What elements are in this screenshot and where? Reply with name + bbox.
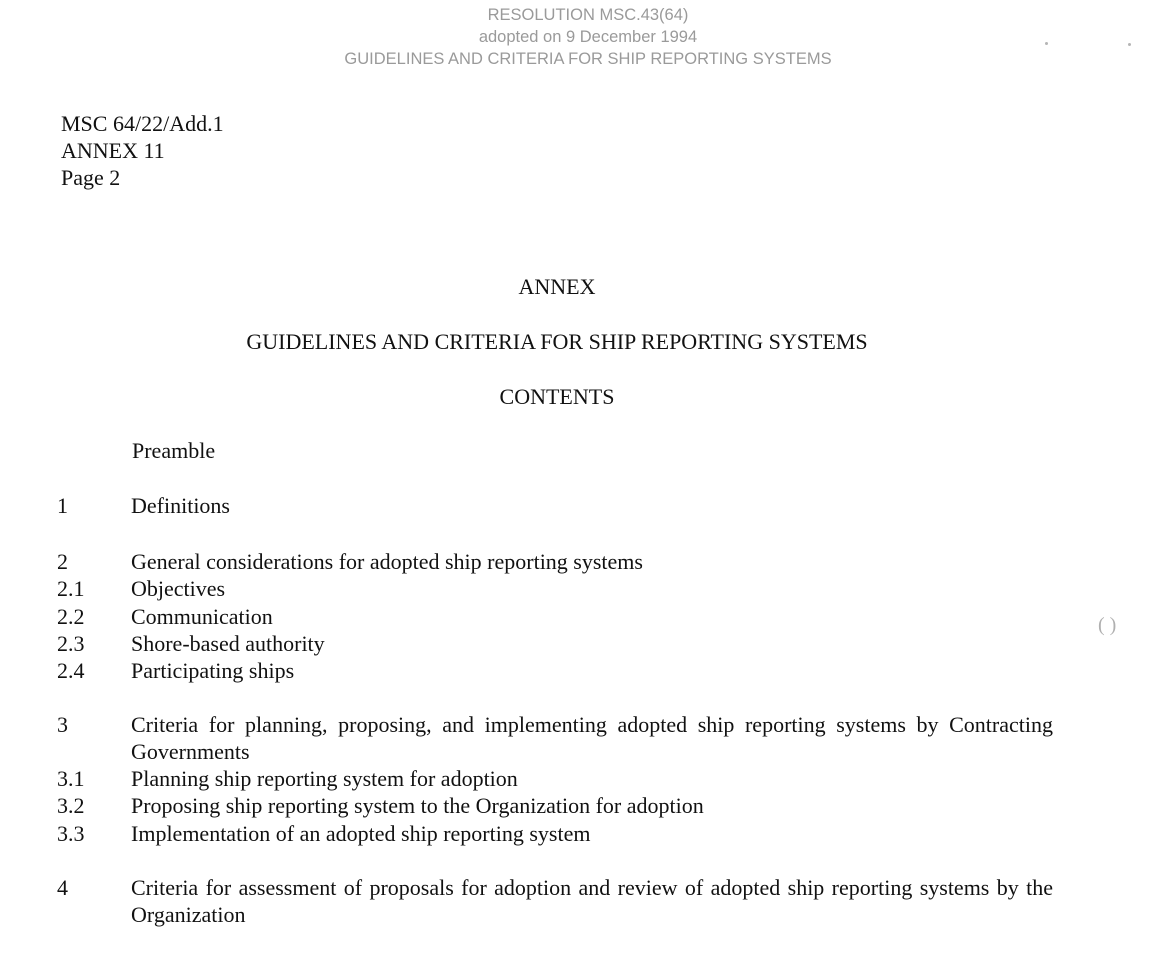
toc-item-2-1 <box>57 575 1053 602</box>
toc-item-number: 2.2 <box>57 604 85 629</box>
contents-heading: CONTENTS <box>499 384 615 409</box>
toc-item-3 <box>57 711 1053 765</box>
toc-item-2-3 <box>57 630 1053 657</box>
scan-speck <box>1128 43 1131 46</box>
annex-heading: ANNEX <box>518 274 596 299</box>
watermark-resolution-number: RESOLUTION MSC.43(64) <box>487 6 689 24</box>
toc-item-2-4 <box>57 657 1053 684</box>
scan-paren-mark: ( ) <box>1098 614 1117 636</box>
scan-speck <box>1045 42 1048 45</box>
toc-item-number: 3.3 <box>57 821 85 846</box>
toc-item-number: 2.3 <box>57 631 85 656</box>
toc-item-3-2 <box>57 792 1053 819</box>
toc-item-number: 3 <box>57 712 68 737</box>
toc-item-4 <box>57 874 1053 928</box>
toc-preamble <box>57 437 1053 464</box>
annex-number: ANNEX 11 <box>61 138 165 163</box>
toc-item-text: Preamble <box>132 438 216 463</box>
document-code: MSC 64/22/Add.1 <box>61 111 224 136</box>
toc-item-text: Planning ship reporting system for adoption <box>131 766 518 791</box>
toc-item-number: 3.2 <box>57 793 85 818</box>
toc-item-text: General considerations for adopted ship reporting systems <box>131 549 643 574</box>
toc-item-text: Shore-based authority <box>131 631 325 656</box>
toc-item-2-2 <box>57 603 1053 630</box>
toc-item-3-1 <box>57 765 1053 792</box>
watermark-adoption-date: adopted on 9 December 1994 <box>478 28 698 46</box>
document-title: GUIDELINES AND CRITERIA FOR SHIP REPORTING SYSTEMS <box>246 329 868 354</box>
toc-item-text: Proposing ship reporting system to the Organization for adoption <box>131 793 704 818</box>
toc-item-number: 4 <box>57 875 68 900</box>
page-number: Page 2 <box>61 165 121 190</box>
toc-item-number: 2.4 <box>57 658 85 683</box>
toc-item-2 <box>57 548 1053 575</box>
toc-item-3-3 <box>57 820 1053 847</box>
toc-item-text: Participating ships <box>131 658 295 683</box>
toc-item-number: 3.1 <box>57 766 85 791</box>
toc-item-number: 2 <box>57 549 68 574</box>
toc-item-text: Criteria for planning, proposing, and implementing adopted ship reporting systems by Contracting Governments <box>131 712 1053 764</box>
toc-item-text: Definitions <box>131 493 230 518</box>
watermark-title: GUIDELINES AND CRITERIA FOR SHIP REPORTING SYSTEMS <box>344 50 832 68</box>
toc-item-text: Communication <box>131 604 273 629</box>
toc-item-text: Criteria for assessment of proposals for adoption and review of adopted ship reporting systems by the Organization <box>131 875 1053 927</box>
toc-item-number: 2.1 <box>57 576 85 601</box>
toc-item-text: Objectives <box>131 576 226 601</box>
toc-item-1 <box>57 492 1053 519</box>
toc-item-number: 1 <box>57 493 68 518</box>
toc-item-text: Implementation of an adopted ship reporting system <box>131 821 591 846</box>
